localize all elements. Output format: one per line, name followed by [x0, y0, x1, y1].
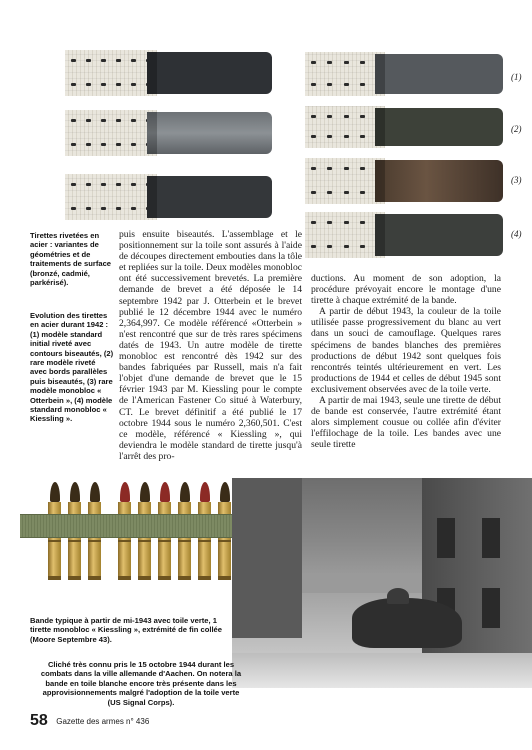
- caption-aachen-photo: Cliché très connu pris le 15 octobre 1944 durant les combats dans la ville allemande d'Aachen. On notera la bande en toile blanche encore très présente dans les approvisionnements malgré l'adoption de la toile verte (US Signal Corps).: [40, 660, 242, 707]
- tab-photo-bronzed: [65, 50, 275, 96]
- body-column-2: [311, 273, 501, 451]
- body-paragraph: ductions. Au moment de son adoption, la procédure prévoyait encore le montage d'une tirette à chaque extrémité de la bande.: [311, 273, 501, 307]
- tab-photo-4: [305, 212, 505, 258]
- magazine-name: Gazette des armes n° 436: [56, 716, 150, 726]
- body-paragraph: puis ensuite biseautés. L'assemblage et le positionnement sur la toile sont assurés à l'aide de découpes directement embouties dans la tôle et repliées sur la toile. Deux modèles monobloc ont été successivement brevetés. La première demande de brevet a été déposée le 14 septembre 1942 par J. Otterbein et le brevet publié le 12 décembre 1944 avec le numéro 2,364,997. Ce modèle référencé «Otterbein » n'est rencontré que sur de très rares spécimens datés de 1943. Un autre modèle de tirette monobloc est rencontré dès 1942 sur des bandes fabriquées par Russell, mais n'a fait l'objet d'une demande de brevet que le 15 février 1943 par M. Kiessling pour le compte de l'American Fastener Co situé à Waterbury, CT. Le brevet définitif a été publié le 17 octobre 1944 sous le numéro 2,360,501. C'est ce modèle, référencé « Kiessling », qui deviendra le modèle standard de tirette jusqu'à l'arrêt des pro-: [119, 229, 302, 462]
- tab-photo-parkerized: [65, 174, 275, 220]
- body-paragraph: A partir de début 1943, la couleur de la toile utilisée passe progressivement du blanc au vert dans un souci de camouflage. Quelques rares spécimens de bandes blanches des premières productions de début 1942 sont quelques fois rencontrés teintés ultérieurement en vert. Les productions de 1944 et celles de début 1945 sont exclusivement observées avec de la toile verte.: [311, 306, 501, 395]
- photo-aachen-combat: [232, 478, 532, 688]
- tab-photo-1: [305, 52, 505, 96]
- figure-number-4: (4): [511, 229, 522, 239]
- page-number: 58: [30, 712, 48, 729]
- figure-number-3: (3): [511, 175, 522, 185]
- caption-ammo-belt: Bande typique à partir de mi-1943 avec toile verte, 1 tirette monobloc « Kiessling », extrémité de fin collée (Moore Septembre 43).: [30, 616, 223, 644]
- figure-number-1: (1): [511, 72, 522, 82]
- tab-photo-2: [305, 106, 505, 148]
- photo-tabs-variants: [65, 50, 275, 220]
- photo-tabs-evolution: [305, 52, 505, 262]
- tab-photo-cadmium: [65, 110, 275, 156]
- caption-tab-evolution: Evolution des tirettes en acier durant 1942 : (1) modèle standard initial riveté avec contours biseautés, (2) rare modèle riveté avec bords parallèles puis biseautés, (3) rare modèle monobloc « Otterbein », (4) modèle standard monobloc « Kiessling ».: [30, 311, 114, 424]
- page-footer: [30, 712, 149, 730]
- body-column-1: [119, 229, 302, 462]
- tab-photo-3: [305, 158, 505, 204]
- figure-number-2: (2): [511, 124, 522, 134]
- body-paragraph: A partir de mai 1943, seule une tirette de début de bande est conservée, l'autre extrémité étant alors simplement cousue ou collée afin d'éviter l'effilochage de la toile. Les bandes avec une seule tirette: [311, 395, 501, 451]
- caption-tab-variants: Tirettes rivetées en acier : variantes de géométries et de traitements de surface (bronzé, cadmié, parkérisé).: [30, 231, 112, 288]
